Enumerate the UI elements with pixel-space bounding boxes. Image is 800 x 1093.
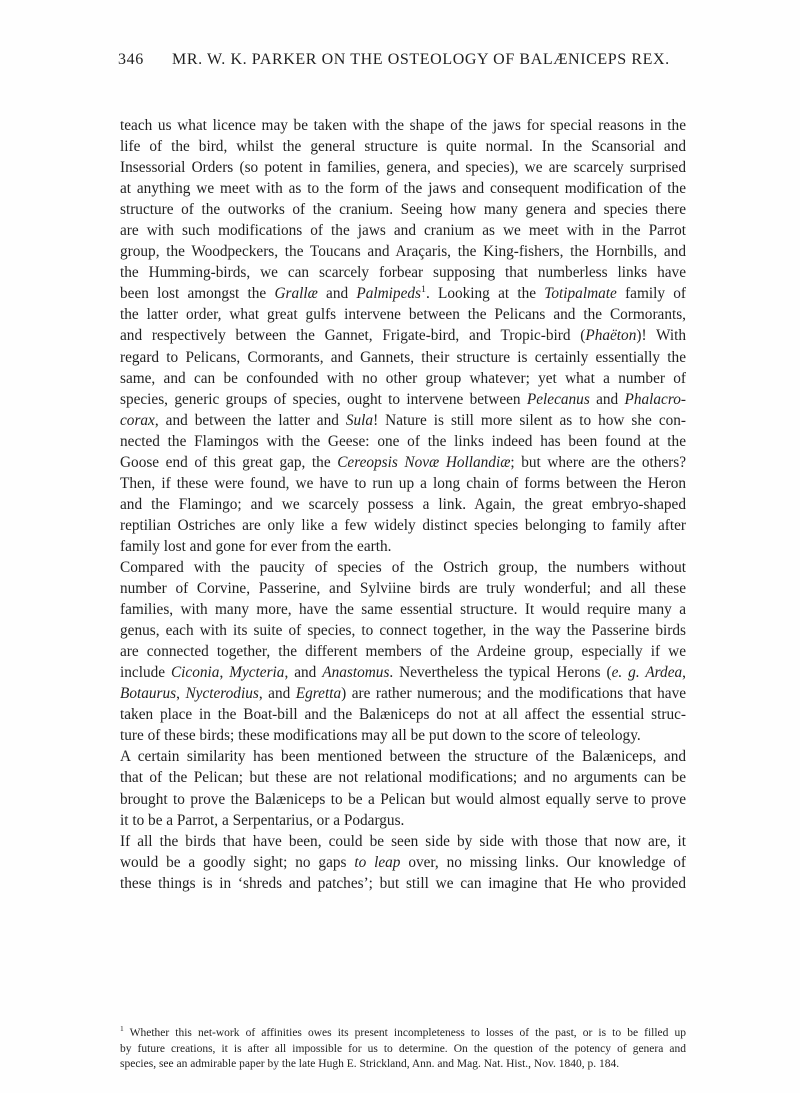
- body-line: [120, 767, 686, 788]
- text-run: same, and can be confounded with no other group whatever; yet what a number of: [120, 369, 686, 387]
- text-run: nected the Flamingos with the Geese: one of the links indeed has been found at the: [120, 432, 686, 450]
- text-run: species, see an admirable paper by the late Hugh E. Strickland, Ann. and Mag. Nat. Hist., Nov. 1840, p. 184.: [120, 1058, 620, 1071]
- footnote-marker: 1: [120, 1024, 124, 1034]
- text-run: these things is in ‘shreds and patches’; but still we can imagine that He who provided: [120, 874, 686, 892]
- text-run: species, generic groups of species, ought to intervene between: [120, 390, 527, 408]
- text-run: Pelecanus: [526, 390, 590, 408]
- text-run: Palmipeds: [356, 285, 421, 303]
- text-run: , and: [284, 664, 323, 682]
- text-run: Botaurus: [120, 685, 177, 703]
- body-line: [120, 431, 686, 452]
- body-line: [120, 157, 686, 178]
- body-line: [120, 368, 686, 389]
- text-run: Ciconia: [170, 664, 220, 682]
- text-run: and: [317, 285, 357, 303]
- text-run: would be a goodly sight; no gaps: [120, 853, 355, 871]
- text-run: ! Nature is still more silent as to how she con-: [373, 411, 686, 429]
- footnote-marker: 1: [420, 284, 426, 296]
- body-text: [120, 115, 686, 894]
- body-line: [120, 389, 686, 410]
- text-run: are connected together, the different members of the Ardeine group, especially if we: [120, 643, 686, 661]
- text-run: Phalacro-: [624, 390, 686, 408]
- body-line: [120, 220, 686, 241]
- text-run: been lost amongst the: [120, 285, 275, 303]
- text-run: are with such modifications of the jaws and cranium as we meet with in the Parrot: [120, 222, 686, 240]
- body-line: [120, 746, 686, 767]
- body-line: [120, 199, 686, 220]
- body-line: [120, 262, 686, 283]
- text-run: ,: [176, 685, 186, 703]
- text-run: the latter order, what great gulfs intervene between the Pelicans and the Cormorants,: [120, 306, 686, 324]
- body-line: [120, 473, 686, 494]
- text-run: families, with many more, have the same essential structure. It would require many a: [120, 601, 686, 619]
- text-run: include: [120, 664, 171, 682]
- running-title: MR. W. K. PARKER ON THE OSTEOLOGY OF BALÆNICEPS REX.: [172, 51, 670, 68]
- text-run: Grallæ: [274, 285, 318, 303]
- text-run: Cereopsis Novæ Hollandiæ: [337, 453, 511, 471]
- text-run: it to be a Parrot, a Serpentarius, or a Podargus.: [120, 811, 405, 829]
- text-run: at anything we meet with as to the form of the jaws and consequent modification of the: [120, 180, 686, 198]
- body-line: [120, 852, 686, 873]
- body-line: [120, 725, 686, 746]
- body-line: [120, 410, 686, 431]
- body-line: [120, 452, 686, 473]
- body-line: [120, 704, 686, 725]
- body-line: [120, 178, 686, 199]
- text-run: Phaëton: [585, 327, 637, 345]
- text-run: Sula: [345, 411, 374, 429]
- text-run: regard to Pelicans, Cormorants, and Gannets, their structure is certainly essentially the: [120, 348, 686, 366]
- text-run: by future creations, it is after all impossible for us to determine. On the question of the potency of genera and: [120, 1042, 686, 1055]
- text-run: reptilian Ostriches are only like a few widely distinct species belonging to family after: [120, 516, 686, 534]
- text-run: over, no missing links. Our knowledge of: [400, 853, 686, 871]
- body-line: [120, 662, 686, 683]
- footnote-line: [120, 1026, 686, 1042]
- text-run: If all the birds that have been, could be seen side by side with those that now are, it: [120, 832, 686, 850]
- body-line: [120, 515, 686, 536]
- text-run: , and between the latter and: [154, 411, 346, 429]
- text-run: family lost and gone for ever from the earth.: [120, 537, 392, 555]
- text-run: family of: [616, 285, 686, 303]
- body-line: [120, 641, 686, 662]
- text-run: to leap: [354, 853, 401, 871]
- text-run: and the Flamingo; and we scarcely possess a link. Again, the great embryo-shaped: [120, 495, 686, 513]
- text-run: . Looking at the: [425, 285, 545, 303]
- text-run: Anastomus: [322, 664, 390, 682]
- running-header: [118, 51, 688, 73]
- body-line: [120, 283, 686, 304]
- text-run: Nycterodius: [185, 685, 259, 703]
- text-run: Mycteria: [229, 664, 285, 682]
- body-line: [120, 578, 686, 599]
- text-run: that of the Pelican; but these are not relational modifications; and no arguments can be: [120, 769, 686, 787]
- text-run: ; but where are the others?: [510, 453, 686, 471]
- text-run: life of the bird, whilst the general structure is quite normal. In the Scansorial and: [120, 138, 686, 156]
- footnote-line: [120, 1057, 686, 1073]
- text-run: the Humming-birds, we can scarcely forbear supposing that numberless links have: [120, 264, 686, 282]
- text-run: structure of the outworks of the cranium. Seeing how many genera and species there: [120, 201, 686, 219]
- body-line: [120, 599, 686, 620]
- body-line: [120, 325, 686, 346]
- body-line: [120, 873, 686, 894]
- text-run: taken place in the Boat-bill and the Balæniceps do not at all affect the essential struc-: [120, 706, 686, 724]
- text-run: and respectively between the Gannet, Frigate-bird, and Tropic-bird (: [120, 327, 586, 345]
- text-run: Egretta: [295, 685, 342, 703]
- body-line: [120, 241, 686, 262]
- text-run: Compared with the paucity of species of the Ostrich group, the numbers without: [120, 558, 686, 576]
- text-run: and: [589, 390, 625, 408]
- text-run: group, the Woodpeckers, the Toucans and Araçaris, the King-fishers, the Hornbills, and: [120, 243, 686, 261]
- text-run: corax: [120, 411, 155, 429]
- text-run: ture of these birds; these modifications may all be put down to the score of teleology.: [120, 727, 641, 745]
- body-line: [120, 789, 686, 810]
- body-line: [120, 810, 686, 831]
- text-run: e. g. Ardea: [611, 664, 683, 682]
- text-run: , and: [258, 685, 296, 703]
- body-line: [120, 557, 686, 578]
- footnote: [120, 1026, 686, 1073]
- body-line: [120, 136, 686, 157]
- body-line: [120, 115, 686, 136]
- text-run: Insessorial Orders (so potent in families, genera, and species), we are scarcely surprised: [120, 159, 686, 177]
- text-run: brought to prove the Balæniceps to be a Pelican but would almost equally serve to prove: [120, 790, 686, 808]
- text-run: ,: [682, 664, 686, 682]
- body-line: [120, 304, 686, 325]
- text-run: Then, if these were found, we have to run up a long chain of forms between the Heron: [120, 474, 686, 492]
- text-run: Whether this net-work of affinities owes its present incompleteness to losses of the past, or is to be filled up: [123, 1027, 686, 1039]
- footnote-line: [120, 1042, 686, 1058]
- text-run: number of Corvine, Passerine, and Sylviine birds are truly wonderful; and all these: [120, 580, 686, 598]
- text-run: )! With: [636, 327, 686, 345]
- text-run: . Nevertheless the typical Herons (: [389, 664, 612, 682]
- text-run: Totipalmate: [544, 285, 617, 303]
- body-line: [120, 831, 686, 852]
- text-run: ) are rather numerous; and the modifications that have: [341, 685, 687, 703]
- text-run: A certain similarity has been mentioned between the structure of the Balæniceps, and: [120, 748, 686, 766]
- page-number: 346: [118, 51, 144, 68]
- text-run: Goose end of this great gap, the: [120, 453, 338, 471]
- body-line: [120, 536, 686, 557]
- body-line: [120, 683, 686, 704]
- body-line: [120, 347, 686, 368]
- text-run: ,: [219, 664, 230, 682]
- text-run: teach us what licence may be taken with the shape of the jaws for special reasons in the: [120, 117, 686, 134]
- text-run: genus, each with its suite of species, to connect together, in the way the Passerine birds: [120, 622, 686, 640]
- body-line: [120, 494, 686, 515]
- body-line: [120, 620, 686, 641]
